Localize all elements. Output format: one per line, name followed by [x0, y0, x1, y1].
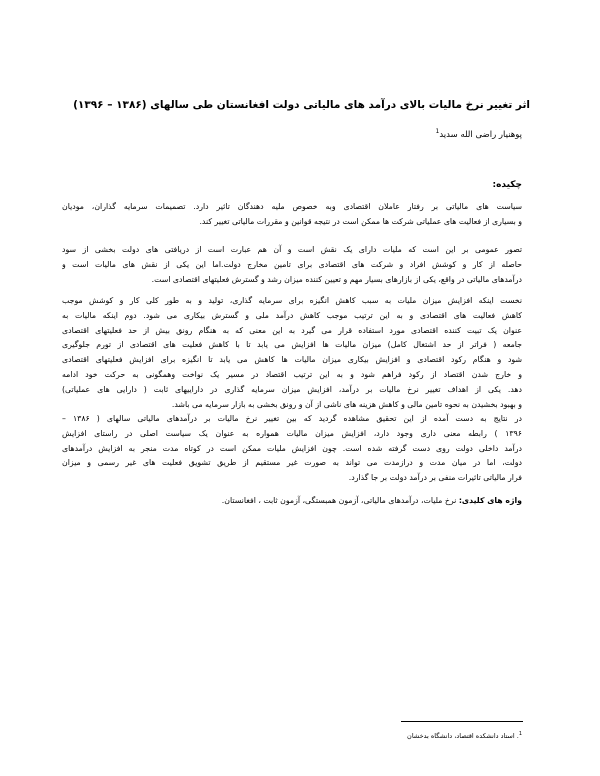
paragraph-line: ۱۳۹۶ ) رابطه معنی داری وجود دارد، افزایش میزان مالیات همواره به عنوان یک سیاست اصلی در راستای افزایش	[62, 428, 522, 438]
author-footnote-mark: 1	[435, 128, 440, 135]
paragraph-line: سیاست های مالیاتی بر رفتار عاملان اقتصادی وبه خصوص ملیه دهندگان تاثیر دارد. تصمیمات سرمایه گذاران، مودیان	[62, 202, 522, 211]
abstract-paragraph-4	[62, 412, 522, 486]
paragraph-line: دولت، اما در میان مدت و درازمدت می تواند به صورت غیر مستقیم از طریق تشویق فعلیت های غیر رسمی و میزان	[62, 458, 522, 468]
abstract-paragraph-1	[62, 200, 522, 230]
footnote-text: . استاد دانشکده اقتصاد، دانشگاه بدخشان	[407, 732, 519, 741]
paragraph-line: درآمد داخلی دولت روی دست گرفته شده است. چون افزایش ملیات ممکن است در کوتاه مدت منجر به افزایش درآمدهای	[62, 443, 522, 453]
abstract-paragraph-3	[62, 294, 522, 412]
footnote	[300, 730, 522, 741]
paragraph-line: شود و هنگام رکود اقتصادی و افزایش بیکاری میزان مالیات ها کاهش می یابد تا انگیزه برای افزایش فعلیتهای اقتصادی	[62, 355, 522, 365]
keywords-label: واژه های کلیدی:	[458, 496, 522, 505]
author-line	[60, 126, 522, 141]
abstract-heading: چکیده:	[492, 180, 522, 190]
paragraph-line: کاهش فعالیت های اقتصادی و به این ترتیب موجب کاهش درآمد ملی و گسترش بیکاری می شود. دوم اینکه مالیات به	[62, 310, 522, 320]
keywords-line	[60, 494, 522, 507]
paragraph-line: تصور عمومی بر این است که ملیات دارای یک نقش است و آن هم عبارت است از دریافتی های دولت بخشی از سود	[62, 245, 522, 254]
paper-title: اثر تغییر نرخ مالیات بالای درآمد های مالیاتی دولت افغانستان طی سالهای (۱۳۸۶ – ۱۳۹۶)	[73, 99, 530, 111]
paragraph-line: نخست اینکه افزایش میزان ملیات به سبب کاهش انگیزه برای سرمایه گذاری، تولید و به طور کلی کار و کوشش موجب	[62, 296, 522, 305]
paragraph-line: فرار مالیاتی تاثیرات منفی بر درآمد دولت بر جا گذارد.	[348, 473, 522, 483]
paragraph-line: و بهبود بخشیدن به نحوه تامین مالی و کاهش هزینه های ناشی از آن و رونق بخشی به بازار سرمایه می باشد.	[171, 399, 522, 409]
keywords-text: نرخ ملیات، درآمدهای مالیاتی، آزمون همبستگی، آزمون ثابت ، افغانستان.	[221, 496, 457, 505]
abstract-paragraph-2	[62, 243, 522, 287]
paragraph-line: عنوان یک تبیت کننده اقتصادی مورد استفاده قرار می گیرد به این معنی که به هنگام رونق بیش از حد فعلیتهای اقتصادی	[62, 325, 522, 335]
paragraph-line: و خارج شدن اقتصاد از رکود فراهم شود و به این ترتیب اقتصاد در مسیر یک نواخت وهمگونی به حرکت خود ادامه	[62, 369, 522, 379]
paragraph-line: در نتایج به دست آمده از این تحقیق مشاهده گردید که بین تغییر نرخ مالیات بر درآمدهای مالیاتی سالهای ( ۱۳۸۶ –	[62, 414, 522, 423]
footnote-divider	[401, 721, 523, 722]
paragraph-line: حاصله از کار و کوشش افراد و شرکت های اقتصادی برای تامین مخارج دولت.اما این یکی از نقش های مالیات است و	[62, 259, 522, 269]
paragraph-line: دهد. یکی از اهداف تغییر نرخ مالیات بر درآمد، افزایش میزان سرمایه گذاری در داراییهای ثابت ( دارایی های عملیاتی)	[62, 384, 522, 394]
author-name: پوهنیار راضی الله سدید	[439, 129, 522, 140]
paragraph-line: و بسیاری از فعالیت های عملیاتی شرکت ها ممکن است در نتیجه قوانین و مقررات مالیاتی تغییر کند.	[199, 216, 522, 226]
footnote-mark: 1	[518, 731, 522, 737]
paragraph-line: درآمدهای مالیاتی در واقع، یکی از بازارهای بسیار مهم و تعیین کننده میزان رشد و گسترش فعلیتهای اقتصادی است.	[151, 274, 522, 284]
paragraph-line: جامعه ( فراتر از حد اشتغال کامل) میزان مالیات ها افزایش می یابد تا با کاهش فعلیت های اقتصادی از تورم جلوگیری	[62, 340, 522, 350]
